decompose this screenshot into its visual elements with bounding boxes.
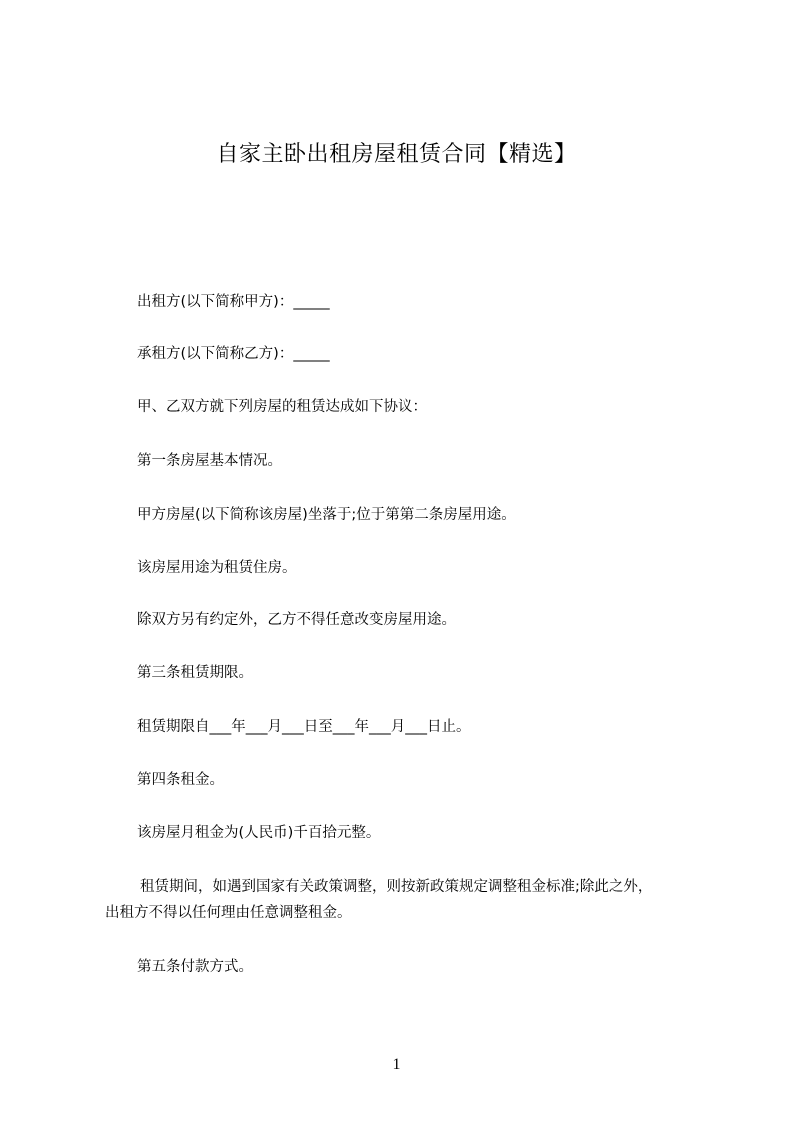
paragraph-article-4: 第四条租金。 bbox=[137, 772, 224, 788]
paragraph-lessor: 出租方(以下简称甲方)：_____ bbox=[137, 294, 330, 310]
paragraph-usage-restriction: 除双方另有约定外，乙方不得任意改变房屋用途。 bbox=[137, 612, 456, 628]
page-number: 1 bbox=[392, 1056, 401, 1073]
paragraph-article-1: 第一条房屋基本情况。 bbox=[137, 453, 282, 469]
paragraph-house-location: 甲方房屋(以下简称该房屋)坐落于;位于第第二条房屋用途。 bbox=[137, 507, 516, 523]
paragraph-lease-term: 租赁期限自___年___月___日至___年___月___日止。 bbox=[137, 719, 471, 735]
paragraph-agreement-intro: 甲、乙双方就下列房屋的租赁达成如下协议： bbox=[137, 399, 427, 415]
paragraph-lessee: 承租方(以下简称乙方)：_____ bbox=[137, 346, 330, 362]
rent-adjustment-line-1: 租赁期间，如遇到国家有关政策调整，则按新政策规定调整租金标准;除此之外， bbox=[140, 879, 653, 895]
rent-adjustment-line-2: 出租方不得以任何理由任意调整租金。 bbox=[105, 905, 352, 921]
paragraph-rent-adjustment bbox=[105, 874, 705, 926]
paragraph-article-5: 第五条付款方式。 bbox=[137, 959, 253, 975]
document-title: 自家主卧出租房屋租赁合同【精选】 bbox=[216, 142, 577, 167]
paragraph-monthly-rent: 该房屋月租金为(人民币)千百拾元整。 bbox=[137, 825, 381, 841]
paragraph-house-usage: 该房屋用途为租赁住房。 bbox=[137, 560, 297, 576]
paragraph-article-3: 第三条租赁期限。 bbox=[137, 665, 253, 681]
